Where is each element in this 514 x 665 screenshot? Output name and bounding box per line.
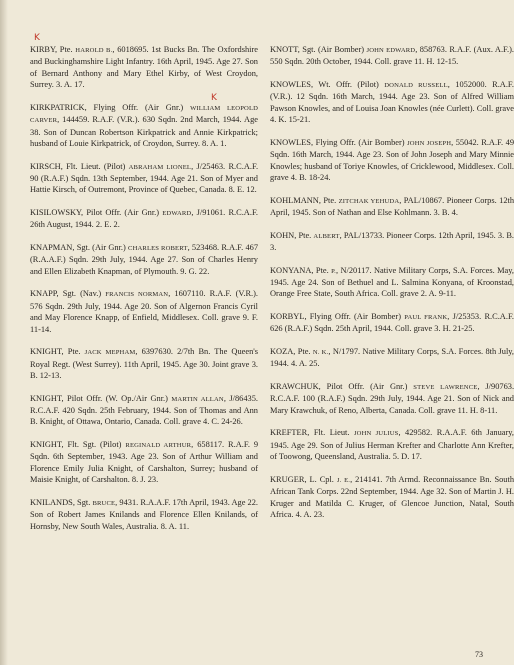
entry-given-names: ABRAHAM LIONEL [128, 163, 192, 171]
entry-details: PAL/13733. Pioneer Corps. 12th April, 1945. 3. B. 3. [270, 230, 514, 253]
entry-details: 1607110. R.A.F. (V.R.). 576 Sqdn. 29th July, 1944. Age 20. Son of Algernon Francis Cyril and May Florence Knapp, of Enfield, Middlesex. Coll. grave 9. F. 11-14. [30, 289, 259, 334]
entry-rank: Sgt. (Air Gnr.) [76, 243, 126, 253]
register-entry: KRUGER, L. Cpl. J. E., 214141. 7th Armd. Reconnaissance Bn. South African Tank Corps. 22nd September, 1944. Age 32. Son of Martin J. H. Kruger and Matilda C. Kruger, of Glencoe Junction, Natal, South Africa. 4. A. 23. [270, 474, 514, 520]
page-number: 73 [475, 650, 483, 659]
entry-surname: KORBYL [270, 312, 305, 322]
entry-rank: Sgt. [77, 497, 91, 507]
register-entry: KOHN, Pte. ALBERT, PAL/13733. Pioneer Corps. 12th April, 1945. 3. B. 3. [270, 230, 514, 253]
handwritten-k-mark-top: K [34, 33, 40, 43]
entry-rank: Sgt. (Nav.) [62, 289, 102, 299]
entry-rank: Pte. [59, 45, 73, 54]
page-edge-shadow [0, 0, 8, 665]
handwritten-k-mark-bottom: K [211, 93, 217, 103]
entry-details: N/1797. Native Military Corps, S.A. Forces. 8th July, 1944. 4. A. 25. [270, 347, 514, 369]
entry-surname: KRAWCHUK [270, 382, 319, 392]
register-entry: KREFTER, Flt. Lieut. JOHN JULIUS, 429582. R.A.A.F. 6th January, 1945. Age 29. Son of Julius Herman Krefter and Charlotte Ann Krefter, of Toowong, Queensland, Australia. 5. D. 17. [270, 428, 514, 462]
entry-given-names: JOHN JOSEPH [407, 139, 452, 147]
entry-details: J/25353. R.C.A.F. 626 (R.A.F.) Sqdn. 25th April, 1944. Coll. grave 3. H. 21-25. [270, 312, 514, 334]
entry-given-names: CHARLES ROBERT [128, 245, 188, 253]
entry-rank: Flt. Lieut. [313, 428, 350, 438]
entry-rank: Pte. [323, 195, 337, 205]
entry-given-names: WILLIAM LEOPOLD CARVER [30, 104, 259, 125]
register-entry: KNAPP, Sgt. (Nav.) FRANCIS NORMAN, 1607110. R.A.F. (V.R.). 576 Sqdn. 29th July, 1944. Age 20. Son of Algernon Francis Cyril and May Florence Knapp, of Enfield, Middlesex. Coll. grave 9. F. 11-14. [30, 289, 259, 334]
entry-rank: Pte. [67, 347, 81, 357]
entry-rank: Pte. [297, 347, 311, 357]
entry-given-names: N. K. [312, 349, 329, 357]
entry-details: J/25463. R.C.A.F. 90 (R.A.F.) Sqdn. 13th September, 1944. Age 21. Son of Myer and Hattie Kirsch, of Outremont, Province of Quebec, Canada. 8. E. 12. [30, 161, 259, 195]
entry-given-names: FRANCIS NORMAN [105, 291, 169, 299]
register-entry: KRAWCHUK, Pilot Offr. (Air Gnr.) STEVE LAWRENCE, J/90763. R.C.A.F. 100 (R.A.F.) Sqdn. 29th July, 1944. Age 21. Son of Nick and Mary Krawchuk, of Reno, Alberta, Canada. Coll. grave 11. H. 8-11. [270, 382, 514, 415]
entry-surname: KIRKPATRICK [30, 102, 85, 112]
entry-surname: KIRSCH [30, 161, 61, 171]
entry-surname: KNIGHT [30, 347, 62, 357]
entry-rank: Pilot Offr. (W. Op./Air Gnr.) [67, 393, 168, 403]
register-entry: KIRKPATRICK, Flying Offr. (Air Gnr.) WILLIAM LEOPOLD CARVER, 144459. R.A.F. (V.R.). 630 Sqdn. 2nd March, 1944. Age 38. Son of Duncan Robertson Kirkpatrick and Annie Kirkpatrick; husband of Louie Kirkpatrick, of Croydon, Surrey. 8. A. 1. [30, 102, 259, 149]
entry-surname: KREFTER [270, 428, 308, 438]
entry-surname: KIRBY [30, 45, 55, 54]
register-entry: KNIGHT, Pte. JACK MEPHAM, 6397630. 2/7th Bn. The Queen's Royal Regt. (West Surrey). 11th April, 1945. Age 30. Joint grave 3. B. 12-13. [30, 347, 259, 381]
entry-given-names: JOHN JULIUS [353, 430, 399, 438]
entry-surname: KNOWLES [270, 80, 311, 89]
register-entry: KOHLMANN, Pte. ZITCHAK YEHUDA, PAL/10867. Pioneer Corps. 12th April, 1945. Son of Nathan and Else Kohlmann. 3. B. 4. [270, 195, 514, 218]
entry-rank: Pte. [315, 265, 329, 275]
register-entry: KIRSCH, Flt. Lieut. (Pilot) ABRAHAM LIONEL, J/25463. R.C.A.F. 90 (R.A.F.) Sqdn. 13th September, 1944. Age 21. Son of Myer and Hattie Kirsch, of Outremont, Province of Quebec, Canada. 8. E. 12. [30, 161, 259, 195]
entry-given-names: PAUL FRANK [404, 314, 448, 322]
entry-surname: KRUGER [270, 474, 305, 484]
entry-rank: Pte. [298, 230, 312, 240]
right-column [270, 44, 514, 532]
entry-details: J/91061. R.C.A.F. 26th August, 1944. 2. E. 2. [30, 208, 259, 230]
register-entry: KORBYL, Flying Offr. (Air Bomber) PAUL FRANK, J/25353. R.C.A.F. 626 (R.A.F.) Sqdn. 25th April, 1944. Coll. grave 3. H. 21-25. [270, 312, 514, 334]
entry-rank: Flying Offr. (Air Gnr.) [93, 102, 184, 112]
entry-rank: Flying Offr. (Air Bomber) [315, 137, 405, 147]
entry-surname: KOHN [270, 230, 295, 240]
entry-details: 144459. R.A.F. (V.R.). 630 Sqdn. 2nd March, 1944. Age 38. Son of Duncan Robertson Kirkpatrick and Annie Kirkpatrick; husband of Louie Kirkpatrick, of Croydon, Surrey. 8. A. 1. [30, 115, 258, 149]
entry-given-names: MARTIN ALLAN [171, 395, 224, 403]
entry-given-names: HAROLD B. [75, 47, 113, 54]
entry-rank: Pilot Offr. (Air Gnr.) [86, 208, 160, 218]
register-entry: KNOWLES, Wt. Offr. (Pilot) DONALD RUSSELL, 1052000. R.A.F. (V.R.). 12 Sqdn. 16th March, 1944. Age 23. Son of Alfred William Pawson Knowles, and of Louisa Joan Knowles (née Curlett). Coll. grave 4. K. 15-21. [270, 80, 514, 125]
entry-surname: KNIGHT [30, 393, 62, 403]
register-entry: KISILOWSKY, Pilot Offr. (Air Gnr.) EDWARD, J/91061. R.C.A.F. 26th August, 1944. 2. E. 2. [30, 208, 259, 230]
entry-given-names: JOHN EDWARD [366, 47, 416, 54]
entry-rank: Flt. Sgt. (Pilot) [67, 440, 122, 450]
entry-details: 6018695. 1st Bucks Bn. The Oxfordshire and Buckinghamshire Light Infantry. 16th April, 1945. Age 27. Son of Bernard Anthony and Mary Ethel Kirby, of West Croydon, Surrey. 3. A. 17. [30, 45, 259, 90]
entry-surname: KNILANDS [30, 497, 73, 507]
register-entry: KNIGHT, Pilot Offr. (W. Op./Air Gnr.) MARTIN ALLAN, J/86435. R.C.A.F. 420 Sqdn. 25th February, 1944. Son of Thomas and Ann B. Knight, of Ottawa, Ontario, Canada. Coll. grave 4. C. 24-26. [30, 393, 258, 427]
entry-given-names: JACK MEPHAM [84, 349, 136, 357]
entry-details: 658117. R.A.F. 9 Sqdn. 6th September, 1943. Age 23. Son of Arthur William and Florence Emily Julia Knight, of Carshalton, Surrey; husband of Maisie Knight, of Carshalton. 8. J. 23. [30, 440, 259, 485]
entry-rank: Sgt. (Air Bomber) [302, 45, 365, 54]
register-entry: KIRBY, Pte. HAROLD B., 6018695. 1st Bucks Bn. The Oxfordshire and Buckinghamshire Light Infantry. 16th April, 1945. Age 27. Son of Bernard Anthony and Mary Ethel Kirby, of West Croydon, Surrey. 3. A. 17. [30, 45, 259, 90]
entry-given-names: REGINALD ARTHUR [125, 442, 192, 450]
entry-given-names: ZITCHAK YEHUDA [338, 197, 400, 205]
entry-surname: KOHLMANN [270, 195, 319, 205]
entry-rank: Flying Offr. (Air Bomber) [309, 312, 401, 322]
entry-given-names: BRUCE [92, 499, 116, 507]
register-entry: KNILANDS, Sgt. BRUCE, 9431. R.A.A.F. 17th April, 1943. Age 22. Son of Robert James Knilands and Florence Ellen Knilands, of Hornsby, New South Wales, Australia. 8. A. 11. [30, 497, 259, 531]
entry-details: 429582. R.A.A.F. 6th January, 1945. Age 29. Son of Julius Herman Krefter and Charlotte Ann Krefter, of Toowong, Queensland, Australia. 5. D. 17. [270, 428, 514, 462]
entry-details: 9431. R.A.A.F. 17th April, 1943. Age 22. Son of Robert James Knilands and Florence Ellen Knilands, of Hornsby, New South Wales, Australia. 8. A. 11. [30, 497, 259, 531]
entry-details: N/20117. Native Military Corps, S.A. Forces. May, 1945. Age 24. Son of Bethuel and L. Salmina Konyana, of Kroonstad, Orange Free State, South Africa. Coll. grave 2. A. 9-11. [270, 265, 514, 299]
entry-details: 6397630. 2/7th Bn. The Queen's Royal Regt. (West Surrey). 11th April, 1945. Age 30. Joint grave 3. B. 12-13. [30, 347, 259, 381]
register-entry: KONYANA, Pte. P., N/20117. Native Military Corps, S.A. Forces. May, 1945. Age 24. Son of Bethuel and L. Salmina Konyana, of Kroonstad, Orange Free State, South Africa. Coll. grave 2. A. 9-11. [270, 265, 514, 299]
entry-given-names: J. E. [336, 476, 351, 484]
entry-surname: KNIGHT [30, 440, 62, 450]
entry-details: PAL/10867. Pioneer Corps. 12th April, 1945. Son of Nathan and Else Kohlmann. 3. B. 4. [270, 195, 514, 218]
entry-details: 214141. 7th Armd. Reconnaissance Bn. South African Tank Corps. 22nd September, 1944. Age 32. Son of Martin J. H. Kruger and Matilda C. Kruger, of Glencoe Junction, Natal, South Africa. 4. A. 23. [270, 474, 514, 520]
entry-surname: KNAPP [30, 289, 57, 299]
entry-details: 858763. R.A.F. (Aux. A.F.). 550 Sqdn. 20th October, 1944. Coll. grave 11. H. 12-15. [270, 45, 514, 67]
register-entry: KOZA, Pte. N. K., N/1797. Native Military Corps, S.A. Forces. 8th July, 1944. 4. A. 25. [270, 347, 514, 369]
entry-details: 55042. R.A.F. 49 Sqdn. 16th March, 1944. Age 23. Son of John Joseph and Mary Minnie Knowles; husband of Toriye Knowles, of Cricklewood, Middlesex. Coll. grave 4. B. 18-24. [270, 137, 514, 183]
entry-details: 1052000. R.A.F. (V.R.). 12 Sqdn. 16th March, 1944. Age 23. Son of Alfred William Pawson Knowles, and of Louisa Joan Knowles (née Curlett). Coll. grave 4. K. 15-21. [270, 80, 514, 125]
register-entry: KNAPMAN, Sgt. (Air Gnr.) CHARLES ROBERT, 523468. R.A.F. 467 (R.A.A.F.) Sqdn. 29th July, 1944. Age 27. Son of Charles Henry and Ellen Elizabeth Knapman, of Plymouth. 9. G. 22. [30, 243, 259, 276]
entry-rank: L. Cpl. [309, 474, 334, 484]
entry-rank: Flt. Lieut. (Pilot) [66, 161, 126, 171]
register-entry: KNIGHT, Flt. Sgt. (Pilot) REGINALD ARTHUR, 658117. R.A.F. 9 Sqdn. 6th September, 1943. Age 23. Son of Arthur William and Florence Emily Julia Knight, of Carshalton, Surrey; husband of Maisie Knight, of Carshalton. 8. J. 23. [30, 440, 259, 485]
entry-given-names: DONALD RUSSELL [384, 82, 448, 89]
entry-details: 523468. R.A.F. 467 (R.A.A.F.) Sqdn. 29th July, 1944. Age 27. Son of Charles Henry and Ellen Elizabeth Knapman, of Plymouth. 9. G. 22. [30, 243, 259, 276]
entry-surname: KISILOWSKY [30, 208, 82, 218]
entry-details: J/90763. R.C.A.F. 100 (R.A.F.) Sqdn. 29th July, 1944. Age 21. Son of Nick and Mary Krawchuk, of Reno, Alberta, Canada. Coll. grave 11. H. 8-11. [270, 382, 514, 415]
entry-surname: KOZA [270, 347, 294, 357]
left-column [30, 44, 258, 543]
entry-rank: Pilot Offr. (Air Gnr.) [326, 382, 408, 392]
entry-surname: KONYANA [270, 265, 312, 275]
entry-rank: Wt. Offr. (Pilot) [318, 80, 379, 89]
entry-surname: KNAPMAN [30, 243, 73, 253]
entry-given-names: ALBERT [313, 232, 340, 240]
entry-given-names: STEVE LAWRENCE [413, 384, 478, 392]
entry-surname: KNOWLES [270, 137, 311, 147]
register-entry: KNOWLES, Flying Offr. (Air Bomber) JOHN JOSEPH, 55042. R.A.F. 49 Sqdn. 16th March, 1944. Age 23. Son of John Joseph and Mary Minnie Knowles; husband of Toriye Knowles, of Cricklewood, Middlesex. Coll. grave 4. B. 18-24. [270, 137, 514, 183]
entry-surname: KNOTT [270, 45, 298, 54]
register-entry: KNOTT, Sgt. (Air Bomber) JOHN EDWARD, 858763. R.A.F. (Aux. A.F.). 550 Sqdn. 20th October, 1944. Coll. grave 11. H. 12-15. [270, 45, 514, 67]
entry-given-names: P. [331, 267, 336, 275]
entry-given-names: EDWARD [162, 210, 192, 218]
entry-details: J/86435. R.C.A.F. 420 Sqdn. 25th February, 1944. Son of Thomas and Ann B. Knight, of Ottawa, Ontario, Canada. Coll. grave 4. C. 24-26. [30, 393, 258, 427]
